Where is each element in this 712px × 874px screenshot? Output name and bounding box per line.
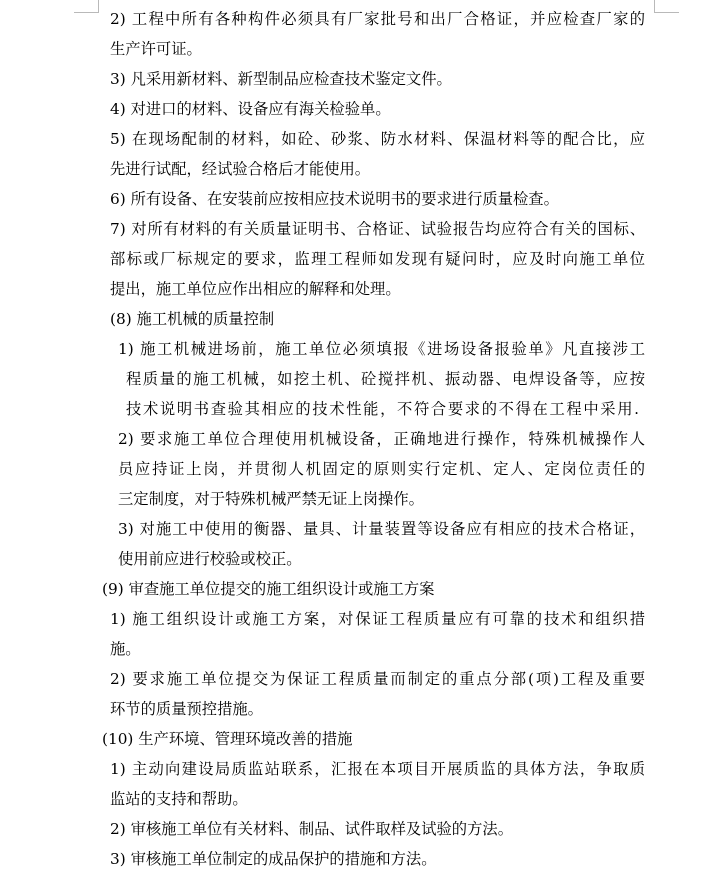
paragraph-line: 监站的支持和帮助。 [110, 790, 248, 808]
paragraph-line: 施。 [110, 640, 141, 658]
section-heading: (8) 施工机械的质量控制 [110, 310, 275, 328]
paragraph-line: 生产许可证。 [110, 40, 202, 58]
paragraph-line: 员应持证上岗，并贯彻人机固定的原则实行定机、定人、定岗位责任的 [118, 460, 645, 478]
section-heading: (10) 生产环境、管理环境改善的措施 [102, 730, 353, 748]
paragraph-line: 2) 工程中所有各种构件必须具有厂家批号和出厂合格证，并应检查厂家的 [110, 10, 645, 28]
paragraph-line: 3) 审核施工单位制定的成品保护的措施和方法。 [110, 850, 437, 868]
section-heading: (9) 审查施工单位提交的施工组织设计或施工方案 [102, 580, 435, 598]
paragraph-line: 1) 主动向建设局质监站联系，汇报在本项目开展质监的具体方法，争取质 [110, 760, 645, 778]
paragraph-line: 提出，施工单位应作出相应的解释和处理。 [110, 280, 401, 298]
page-corner-mark-right [654, 0, 679, 13]
page-corner-mark-left [74, 0, 99, 13]
paragraph-line: 2) 审核施工单位有关材料、制品、试件取样及试验的方法。 [110, 820, 513, 838]
paragraph-line: 先进行试配，经试验合格后才能使用。 [110, 160, 371, 178]
paragraph-line: 1) 施工机械进场前，施工单位必须填报《进场设备报验单》凡直接涉工 [118, 340, 645, 358]
paragraph-line: 使用前应进行校验或校正。 [118, 550, 302, 568]
paragraph-line: 5) 在现场配制的材料，如砼、砂浆、防水材料、保温材料等的配合比，应 [110, 130, 645, 148]
paragraph-line: 三定制度，对于特殊机械严禁无证上岗操作。 [118, 490, 424, 508]
paragraph-line: 2) 要求施工单位提交为保证工程质量而制定的重点分部(项)工程及重要 [110, 670, 645, 688]
paragraph-line: 程质量的施工机械，如挖土机、砼搅拌机、振动器、电焊设备等，应按 [126, 370, 645, 388]
paragraph-line: 2) 要求施工单位合理使用机械设备，正确地进行操作，特殊机械操作人 [118, 430, 645, 448]
paragraph-line: 3) 对施工中使用的衡器、量具、计量装置等设备应有相应的技术合格证， [118, 520, 645, 538]
paragraph-line: 技术说明书查验其相应的技术性能，不符合要求的不得在工程中采用. [126, 400, 639, 418]
paragraph-line: 部标或厂标规定的要求，监理工程师如发现有疑问时，应及时向施工单位 [110, 250, 645, 268]
paragraph-line: 7) 对所有材料的有关质量证明书、合格证、试验报告均应符合有关的国标、 [110, 220, 645, 238]
paragraph-line: 3) 凡采用新材料、新型制品应检查技术鉴定文件。 [110, 70, 452, 88]
paragraph-line: 4) 对进口的材料、设备应有海关检验单。 [110, 100, 391, 118]
paragraph-line: 1) 施工组织设计或施工方案，对保证工程质量应有可靠的技术和组织措 [110, 610, 645, 628]
paragraph-line: 6) 所有设备、在安装前应按相应技术说明书的要求进行质量检查。 [110, 190, 559, 208]
paragraph-line: 环节的质量预控措施。 [110, 700, 263, 718]
